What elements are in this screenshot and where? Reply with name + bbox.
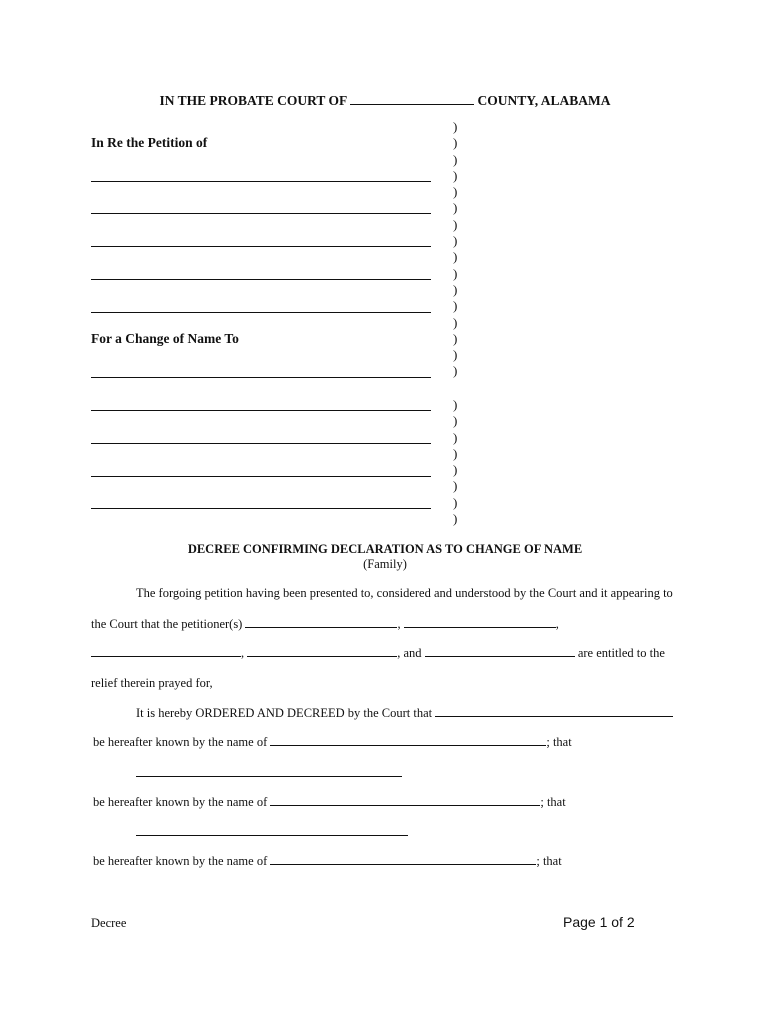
court-title-prefix: IN THE PROBATE COURT OF (159, 93, 347, 108)
caption-paren: ) (453, 233, 458, 249)
petitioner-name-blank-1[interactable] (91, 181, 431, 182)
petitioner-blank-4[interactable] (247, 645, 397, 657)
court-title-suffix: COUNTY, ALABAMA (477, 93, 611, 108)
decree-subtitle: (Family) (363, 557, 407, 571)
decree-title: DECREE CONFIRMING DECLARATION AS TO CHANGE OF NAME (187, 542, 583, 556)
caption-parentheses-lower (453, 397, 457, 527)
petitioners-prefix: the Court that the petitioner(s) (91, 617, 243, 631)
known-as-line-3 (93, 853, 562, 869)
comma-3: , (241, 646, 245, 660)
petitioner-blank-3[interactable] (91, 645, 241, 657)
known-as-blank-1[interactable] (270, 734, 546, 746)
ordered-line (136, 705, 673, 721)
known-as-prefix-3: be hereafter known by the name of (93, 854, 268, 868)
entitled-text: are entitled to the (577, 646, 665, 660)
caption-paren: ) (453, 249, 458, 265)
caption-paren: ) (453, 119, 458, 134)
caption-paren: ) (453, 462, 458, 478)
caption-paren: ) (453, 330, 458, 346)
known-as-prefix-2: be hereafter known by the name of (93, 795, 268, 809)
caption-paren: ) (453, 151, 458, 167)
petitioners-line-2 (91, 645, 665, 661)
page-number: Page 1 of 2 (563, 914, 635, 930)
caption-paren: ) (453, 363, 458, 379)
footer-label: Decree (91, 916, 127, 930)
known-as-blank-2[interactable] (270, 794, 540, 806)
petitioner-name-blank-4[interactable] (91, 279, 431, 280)
ordered-name-blank[interactable] (435, 705, 673, 717)
next-person-blank-2[interactable] (136, 835, 408, 836)
known-as-prefix-1: be hereafter known by the name of (93, 735, 268, 749)
that-suffix-1: ; that (546, 735, 572, 749)
new-name-blank-1[interactable] (91, 377, 431, 378)
known-as-line-2 (93, 794, 566, 810)
known-as-line-1 (93, 734, 572, 750)
petitioner-name-blank-2[interactable] (91, 213, 431, 214)
comma-1: , (397, 617, 401, 631)
caption-paren: ) (453, 494, 458, 510)
caption-paren: ) (453, 265, 458, 281)
new-name-blank-5[interactable] (91, 508, 431, 509)
caption-paren: ) (453, 413, 458, 429)
caption-paren: ) (453, 135, 458, 151)
petitioner-name-blank-3[interactable] (91, 246, 431, 247)
ordered-text: It is hereby ORDERED AND DECREED by the Court that (136, 706, 433, 720)
caption-paren: ) (453, 397, 458, 412)
petition-label: In Re the Petition of (91, 135, 208, 150)
petitioner-blank-5[interactable] (425, 645, 575, 657)
petitioner-name-blank-5[interactable] (91, 312, 431, 313)
new-name-blank-3[interactable] (91, 443, 431, 444)
caption-paren: ) (453, 445, 458, 461)
caption-paren: ) (453, 167, 458, 183)
next-person-blank-1[interactable] (136, 776, 402, 777)
court-title (0, 93, 770, 109)
new-name-blank-2[interactable] (91, 410, 431, 411)
caption-paren: ) (453, 314, 458, 330)
caption-paren: ) (453, 511, 458, 527)
and-text: , and (397, 646, 422, 660)
decree-paragraph-1: The forgoing petition having been presented to, considered and understood by the Court and it appearing to (136, 586, 673, 600)
petitioner-blank-2[interactable] (404, 616, 556, 628)
that-suffix-2: ; that (540, 795, 566, 809)
petitioner-blank-1[interactable] (245, 616, 397, 628)
that-suffix-3: ; that (536, 854, 562, 868)
caption-paren: ) (453, 478, 458, 494)
comma-2: , (555, 617, 559, 631)
caption-paren: ) (453, 298, 458, 314)
caption-paren: ) (453, 429, 458, 445)
caption-parentheses-upper (453, 119, 457, 380)
caption-paren: ) (453, 200, 458, 216)
caption-paren: ) (453, 281, 458, 297)
known-as-blank-3[interactable] (270, 853, 536, 865)
change-name-label: For a Change of Name To (91, 331, 239, 346)
new-name-blank-4[interactable] (91, 476, 431, 477)
caption-paren: ) (453, 347, 458, 363)
relief-text: relief therein prayed for, (91, 676, 213, 690)
county-name-blank[interactable] (350, 93, 474, 105)
caption-paren: ) (453, 184, 458, 200)
petitioners-line (91, 616, 559, 632)
caption-paren: ) (453, 216, 458, 232)
